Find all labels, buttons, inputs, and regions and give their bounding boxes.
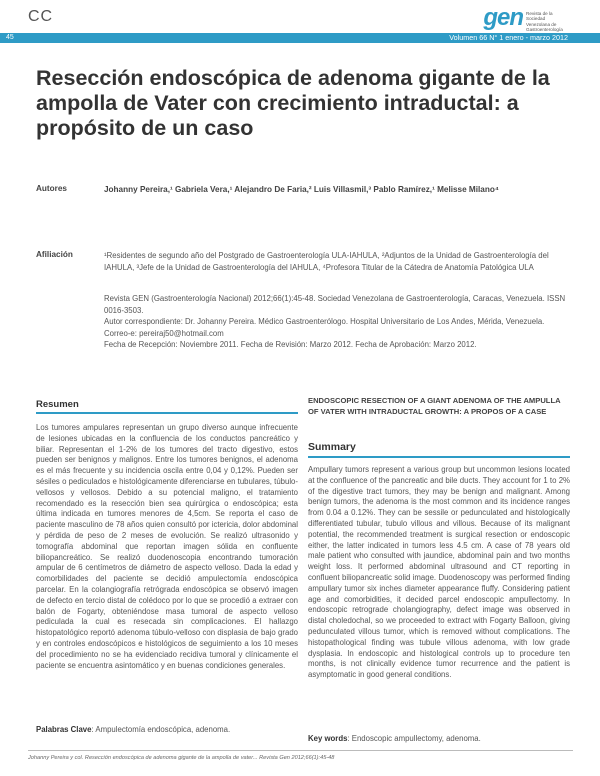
page-number: 45: [6, 34, 14, 41]
resumen-heading: Resumen: [36, 399, 79, 410]
palabras-clave-text: : Ampulectomía endoscópica, adenoma.: [91, 725, 231, 734]
volume-info: Volumen 66 N° 1 enero - marzo 2012: [449, 33, 568, 42]
page-footer: Johanny Pereira y col. Resección endoscópica de adenoma gigante de la ampolla de vater... Revista Gen 2012;66(1):45-48: [28, 755, 335, 761]
gen-logo: gen: [483, 4, 523, 31]
footer-divider: [28, 750, 573, 751]
authors-label: Autores: [36, 184, 67, 193]
article-info: [104, 293, 574, 351]
key-words-label: Key words: [308, 734, 348, 743]
header-band: [0, 33, 600, 43]
affiliation-label: Afiliación: [36, 250, 73, 259]
key-words-text: : Endoscopic ampullectomy, adenoma.: [347, 734, 481, 743]
key-words: [308, 734, 570, 743]
citation: Revista GEN (Gastroenterología Nacional) 2012;66(1):45-48. Sociedad Venezolana de Gastroenterología, Caracas, Venezuela. ISSN 0016-3503.: [104, 294, 566, 315]
correspondence: Autor correspondiente: Dr. Johanny Pereira. Médico Gastroenterólogo. Hospital Universitario de Los Andes, Mérida, Venezuela.: [104, 317, 545, 326]
affiliation-text: ¹Residentes de segundo año del Postgrado de Gastroenterología ULA-IAHULA, ²Adjuntos de la Unidad de Gastroenterología del IAHULA, ³Jefe de la Unidad de Gastroenterología del IAHULA, ⁴Profesora Titular de la Cátedra de Anatomía Patológica ULA: [104, 251, 549, 272]
resumen-body: Los tumores ampulares representan un grupo diverso aunque infrecuente de lesiones ubicadas en la confluencia de los conductos pancreático y biliar. Representan el 1-2% de los tumores del tracto digestivo, estos pueden ser benignos y malignos. Entre los tumores benignos, el adenoma es el más frecuente y su incidencia oscila entre 0,04 y 0,12%. Pueden ser sésiles o pediculados e histológicamente diferenciarse en tubulares, túbulo-vellosos y vellosos. Debido a su potencial maligno, el tratamiento recomendado es la resección bien sea quirúrgica o endoscópica; esta última indicada en tumores menores de 4,5cm. Se reporta el caso de paciente masculino de 78 años quien consultó por ictericia, dolor abdominal y pérdida de peso de 2 meses de evolución. Se realizó ultrasonido y tomografía abdominal que reportan imagen sólida en confluente biliopancreático. Se realizó duodenoscopia encontrando tumoración ampular de 6 centímetros de diámetro de aspecto velloso. Dada la edad y comorbilidades del paciente se decidió ampulectomía endoscópica parcelar. En la colangiografía retrógrada endoscópica se observó imagen de defecto en tercio distal de colédoco por lo que se procedió a extraer con balón de Fogarty, obteniéndose masa tumoral de aspecto velloso pediculada la cual es resecada sin complicaciones. El hallazgo histopatológico reportó adenoma túbulo-velloso con displasia de bajo grado y en controles endoscópicos e histológicos de seguimiento a los 10 meses del procedimiento no se ha evidenciado recidiva tumoral y clínicamente el paciente se encuentra asintomático y en buenas condiciones generales.: [36, 423, 298, 670]
authors-list: Johanny Pereira,¹ Gabriela Vera,¹ Alejandro De Faria,² Luis Villasmil,³ Pablo Ramírez,¹ Melisse Milano⁴: [104, 185, 499, 194]
logo-subtitle: Revista de la Sociedad Venezolana de Gastroenterología: [526, 11, 563, 33]
palabras-clave: [36, 725, 298, 734]
cc-mark: CC: [28, 8, 54, 25]
english-title: ENDOSCOPIC RESECTION OF A GIANT ADENOMA OF THE AMPULLA OF VATER WITH INTRADUCTAL GROWTH: A PROPOS OF A CASE: [308, 396, 561, 416]
journal-logo: [483, 6, 566, 33]
summary-heading: Summary: [308, 441, 356, 453]
summary-divider: [308, 456, 570, 458]
email[interactable]: Correo-e: pereiraj50@hotmail.com: [104, 328, 224, 338]
palabras-clave-label: Palabras Clave: [36, 725, 92, 734]
resumen-divider: [36, 412, 298, 414]
article-title: Resección endoscópica de adenoma gigante de la ampolla de Vater con crecimiento intraductal: a propósito de un caso: [36, 66, 550, 140]
summary-body: Ampullary tumors represent a various group but uncommon lesions located at the confluence of the pancreatic and bile ducts. They account for 1 to 2% of the digestive tract tumors, they may be benign and malignant. Among benign tumors, the adenoma is the most common and its incidence ranges from 0.04 a 0.12%. They can be sessile or pedunculated and histologically differentiated tubular, tubulo villous and villous. Because of its malignant potential, the recommended treatment is surgical resection or endoscopic either, the latter indicated in tumors less 4.5 cm. A case of 78 years old male patient who consulted with jaundice, abdominal pain and two months weight loss. It performed abdominal ultrasound and CT reporting in confluent biliopancreatic solid image. Duodenoscopy was performed finding ampullary tumor six inches diameter appearance fluffy. Considering patient age and comorbidities, it decided parcel endoscopic ampullectomy. In endoscopic retrograde cholangiography, defect image was observed in distal choledochal, so we proceeded to extract with Fogarty Balloon, giving pedunculated villous tumor, which is removed without complications. The histopathological finding was tubule villous adenoma, with low grade dysplasia. In endoscopic and histological controls up to procedure ten months, is not clinically evidence tumor recurrence and the patient is asymptomatic in good general conditions.: [308, 465, 570, 680]
dates: Fecha de Recepción: Noviembre 2011. Fecha de Revisión: Marzo 2012. Fecha de Aprobación: Marzo 2012.: [104, 340, 477, 349]
